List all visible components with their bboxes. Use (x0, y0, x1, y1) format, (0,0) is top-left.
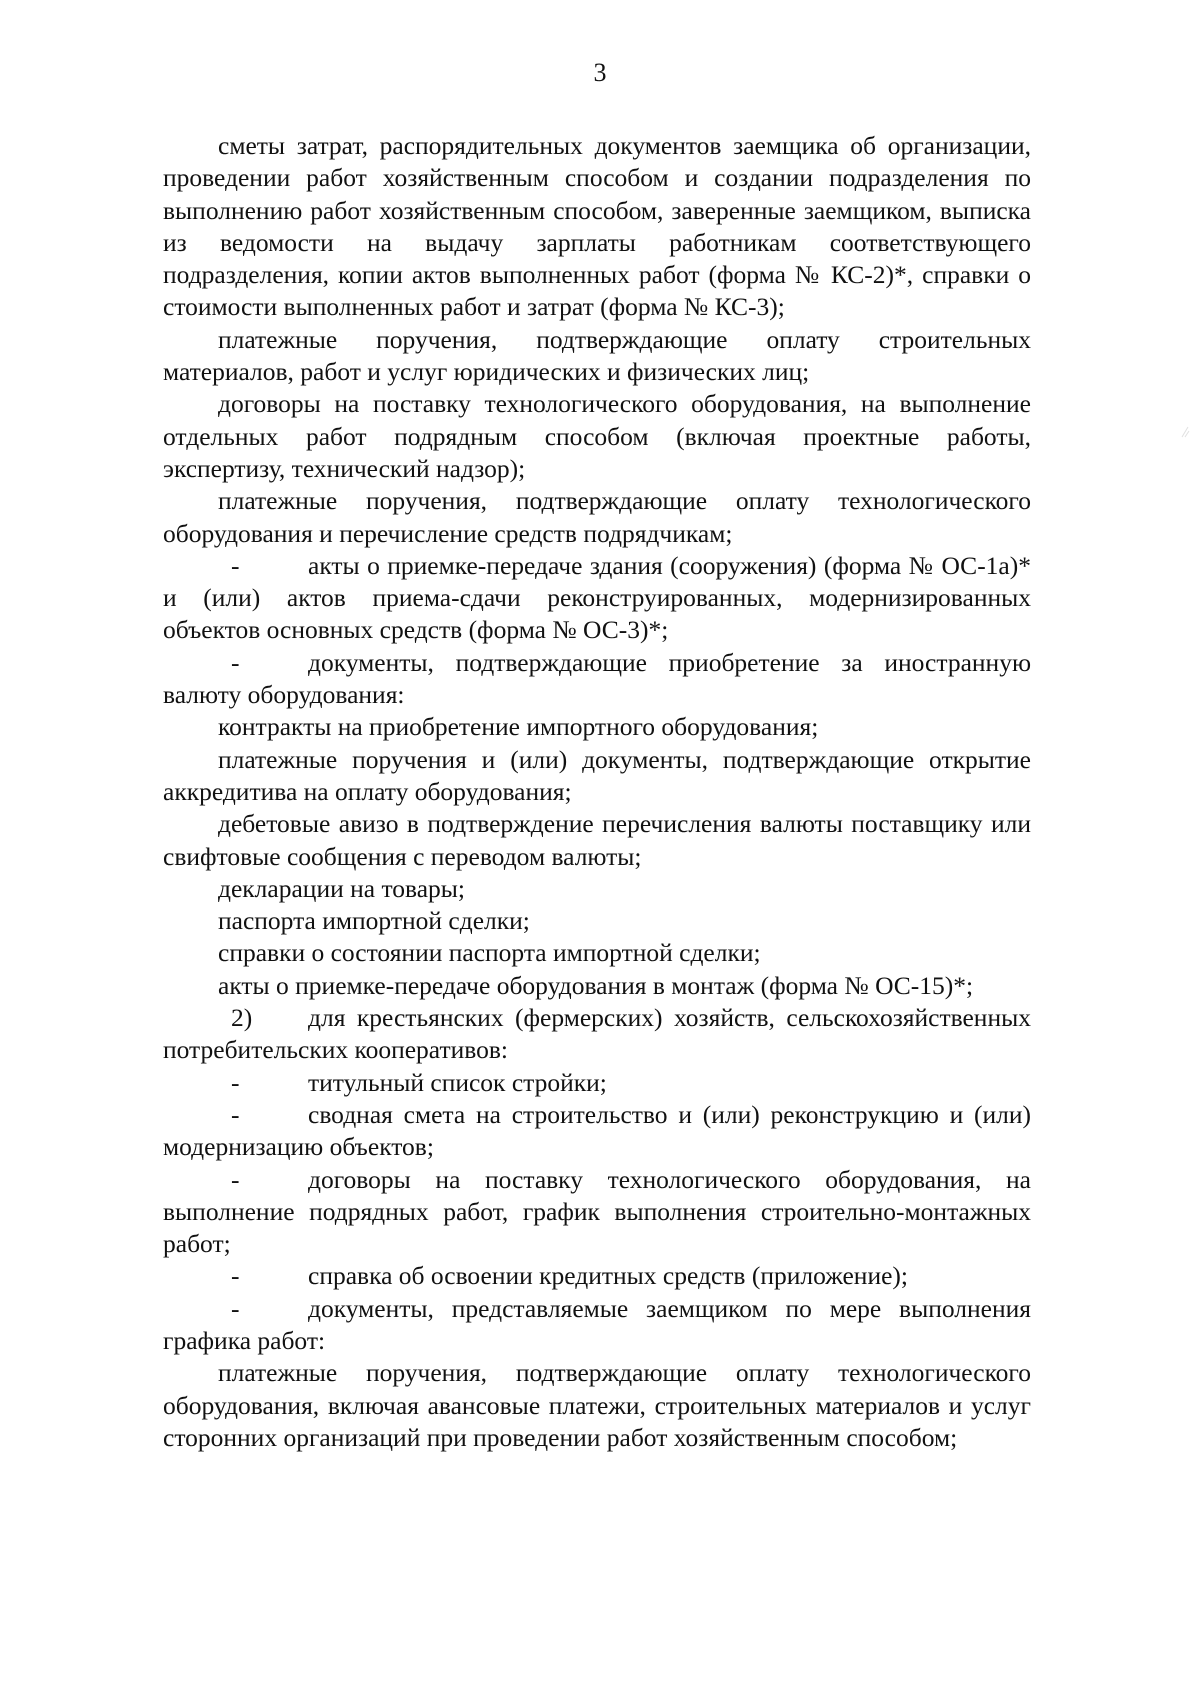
list-item (163, 1099, 1031, 1164)
list-marker: - (231, 1067, 240, 1097)
list-marker: - (231, 1293, 240, 1323)
list-item-text: акты о приемке-передаче здания (сооружения) (форма № ОС-1а)* и (или) актов приема-сдачи реконструированных, модернизированных объектов основных средств (форма № ОС-3)*; (163, 550, 1031, 645)
list-marker: - (231, 1099, 240, 1129)
list-item (163, 550, 1031, 647)
paragraph: платежные поручения, подтверждающие оплату технологического оборудования, включая авансовые платежи, строительных материалов и услуг сторонних организаций при проведении работ хозяйственным способом; (163, 1358, 1031, 1452)
list-item (163, 647, 1031, 712)
list-marker: 2) (231, 1003, 253, 1033)
paragraph: платежные поручения, подтверждающие оплату строительных материалов, работ и услуг юридических и физических лиц; (163, 324, 1031, 387)
list-marker: - (231, 1164, 240, 1194)
paragraph: сметы затрат, распорядительных документов заемщика об организации, проведении работ хозяйственным способом и создании подразделения по выполнению работ хозяйственным способом, заверенные заемщиком, выписка из ведомости на выдачу зарплаты работникам соответствующего подразделения, копии актов выполненных работ (форма № КС-2)*, справки о стоимости выполненных работ и затрат (форма № КС-3); (163, 131, 1031, 322)
list-item (163, 1002, 1031, 1067)
list-item-text: договоры на поставку технологического оборудования, на выполнение подрядных работ, график выполнения строительно-монтажных работ; (163, 1164, 1031, 1259)
list-marker: - (231, 550, 240, 580)
paragraph: контракты на приобретение импортного оборудования; (218, 712, 819, 742)
list-item-text: документы, подтверждающие приобретение за иностранную валюту оборудования: (163, 647, 1031, 710)
paragraph: декларации на товары; (218, 873, 465, 903)
paragraph: платежные поручения, подтверждающие оплату технологического оборудования и перечисление средств подрядчикам; (163, 486, 1031, 548)
document-body (163, 130, 1031, 1454)
scan-speck (1180, 425, 1190, 439)
paragraph: платежные поручения и (или) документы, подтверждающие открытие аккредитива на оплату оборудования; (163, 744, 1031, 806)
paragraph: паспорта импортной сделки; (218, 906, 530, 936)
list-item (163, 1164, 1031, 1261)
list-item-text: сводная смета на строительство и (или) реконструкцию и (или) модернизацию объектов; (163, 1099, 1031, 1162)
list-item-text: справка об освоении кредитных средств (приложение); (308, 1261, 908, 1291)
list-item (163, 1293, 1031, 1358)
list-item-text: документы, представляемые заемщиком по мере выполнения графика работ: (163, 1293, 1031, 1355)
list-marker: - (231, 1261, 240, 1291)
paragraph: справки о состоянии паспорта импортной сделки; (218, 938, 761, 968)
list-marker: - (231, 647, 240, 677)
paragraph: договоры на поставку технологического оборудования, на выполнение отдельных работ подрядным способом (включая проектные работы, экспертизу, технический надзор); (163, 389, 1031, 483)
paragraph: дебетовые авизо в подтверждение перечисления валюты поставщику или свифтовые сообщения с переводом валюты; (163, 809, 1031, 871)
list-item-text: титульный список стройки; (308, 1067, 607, 1097)
list-item (163, 1260, 1031, 1292)
list-item-text: для крестьянских (фермерских) хозяйств, сельскохозяйственных потребительских кооперативов: (163, 1003, 1031, 1065)
list-item (163, 1067, 1031, 1099)
paragraph: акты о приемке-передаче оборудования в монтаж (форма № ОС-15)*; (218, 970, 974, 1000)
page-number: 3 (593, 58, 607, 87)
